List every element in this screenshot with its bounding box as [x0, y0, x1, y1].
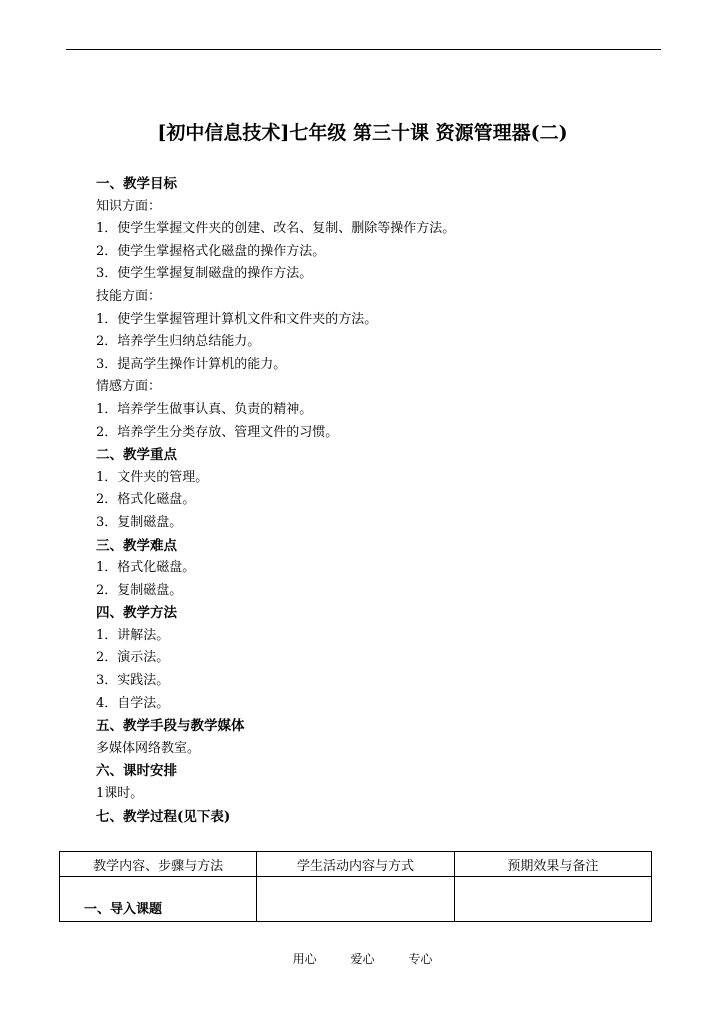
page-footer [0, 950, 725, 967]
text-line: 知识方面： [96, 198, 162, 214]
text-line: 1．文件夹的管理。 [96, 469, 209, 485]
text-line: 2．使学生掌握格式化磁盘的操作方法。 [96, 243, 326, 259]
text-line: 2．演示法。 [96, 650, 170, 666]
footer-word: 专心 [408, 952, 433, 966]
text-line: 4．自学法。 [96, 695, 170, 711]
table-cell-text: 一、导入课题 [84, 902, 163, 917]
table-cell [454, 877, 651, 922]
text-line: 1．培养学生做事认真、负责的精神。 [96, 401, 313, 417]
footer-word: 爱心 [350, 952, 375, 966]
text-line: 情感方面： [96, 379, 162, 395]
text-line: 2．格式化磁盘。 [96, 492, 196, 508]
section-heading: 七、教学过程(见下表) [96, 808, 231, 825]
table-cell [60, 877, 257, 922]
text-line: 3．实践法。 [96, 673, 170, 689]
table-header-cell: 学生活动内容与方式 [257, 852, 454, 877]
table-header-row [60, 852, 652, 877]
section-heading: 二、教学重点 [96, 447, 177, 464]
table-header-cell: 预期效果与备注 [454, 852, 651, 877]
text-line: 技能方面： [96, 288, 162, 304]
section-heading: 三、教学难点 [96, 537, 177, 554]
document-title: [初中信息技术]七年级 第三十课 资源管理器(二) [157, 122, 568, 144]
text-line: 3．提高学生操作计算机的能力。 [96, 356, 287, 372]
teaching-process-table [59, 851, 652, 922]
table-row [60, 877, 652, 922]
lesson-plan-body [96, 173, 656, 828]
header-rule [66, 49, 661, 50]
text-line: 1．格式化磁盘。 [96, 560, 196, 576]
text-line: 2．复制磁盘。 [96, 582, 183, 598]
text-line: 2．培养学生归纳总结能力。 [96, 334, 261, 350]
text-line: 1．使学生掌握文件夹的创建、改名、复制、删除等操作方法。 [96, 221, 456, 237]
text-line: 多媒体网络教室。 [96, 740, 201, 756]
section-heading: 一、教学目标 [96, 176, 177, 192]
text-line: 1．使学生掌握管理计算机文件和文件夹的方法。 [96, 311, 378, 327]
section-heading: 六、课时安排 [96, 763, 177, 780]
text-line: 3．使学生掌握复制磁盘的操作方法。 [96, 266, 313, 282]
table-header-cell: 教学内容、步骤与方法 [60, 852, 257, 877]
footer-word: 用心 [292, 952, 317, 966]
table-cell [257, 877, 454, 922]
text-line: 3．复制磁盘。 [96, 514, 183, 530]
text-line: 1课时。 [96, 786, 144, 802]
text-line: 2．培养学生分类存放、管理文件的习惯。 [96, 424, 339, 440]
text-line: 1．讲解法。 [96, 627, 170, 643]
section-heading: 五、教学手段与教学媒体 [96, 718, 245, 735]
section-heading: 四、教学方法 [96, 605, 177, 622]
